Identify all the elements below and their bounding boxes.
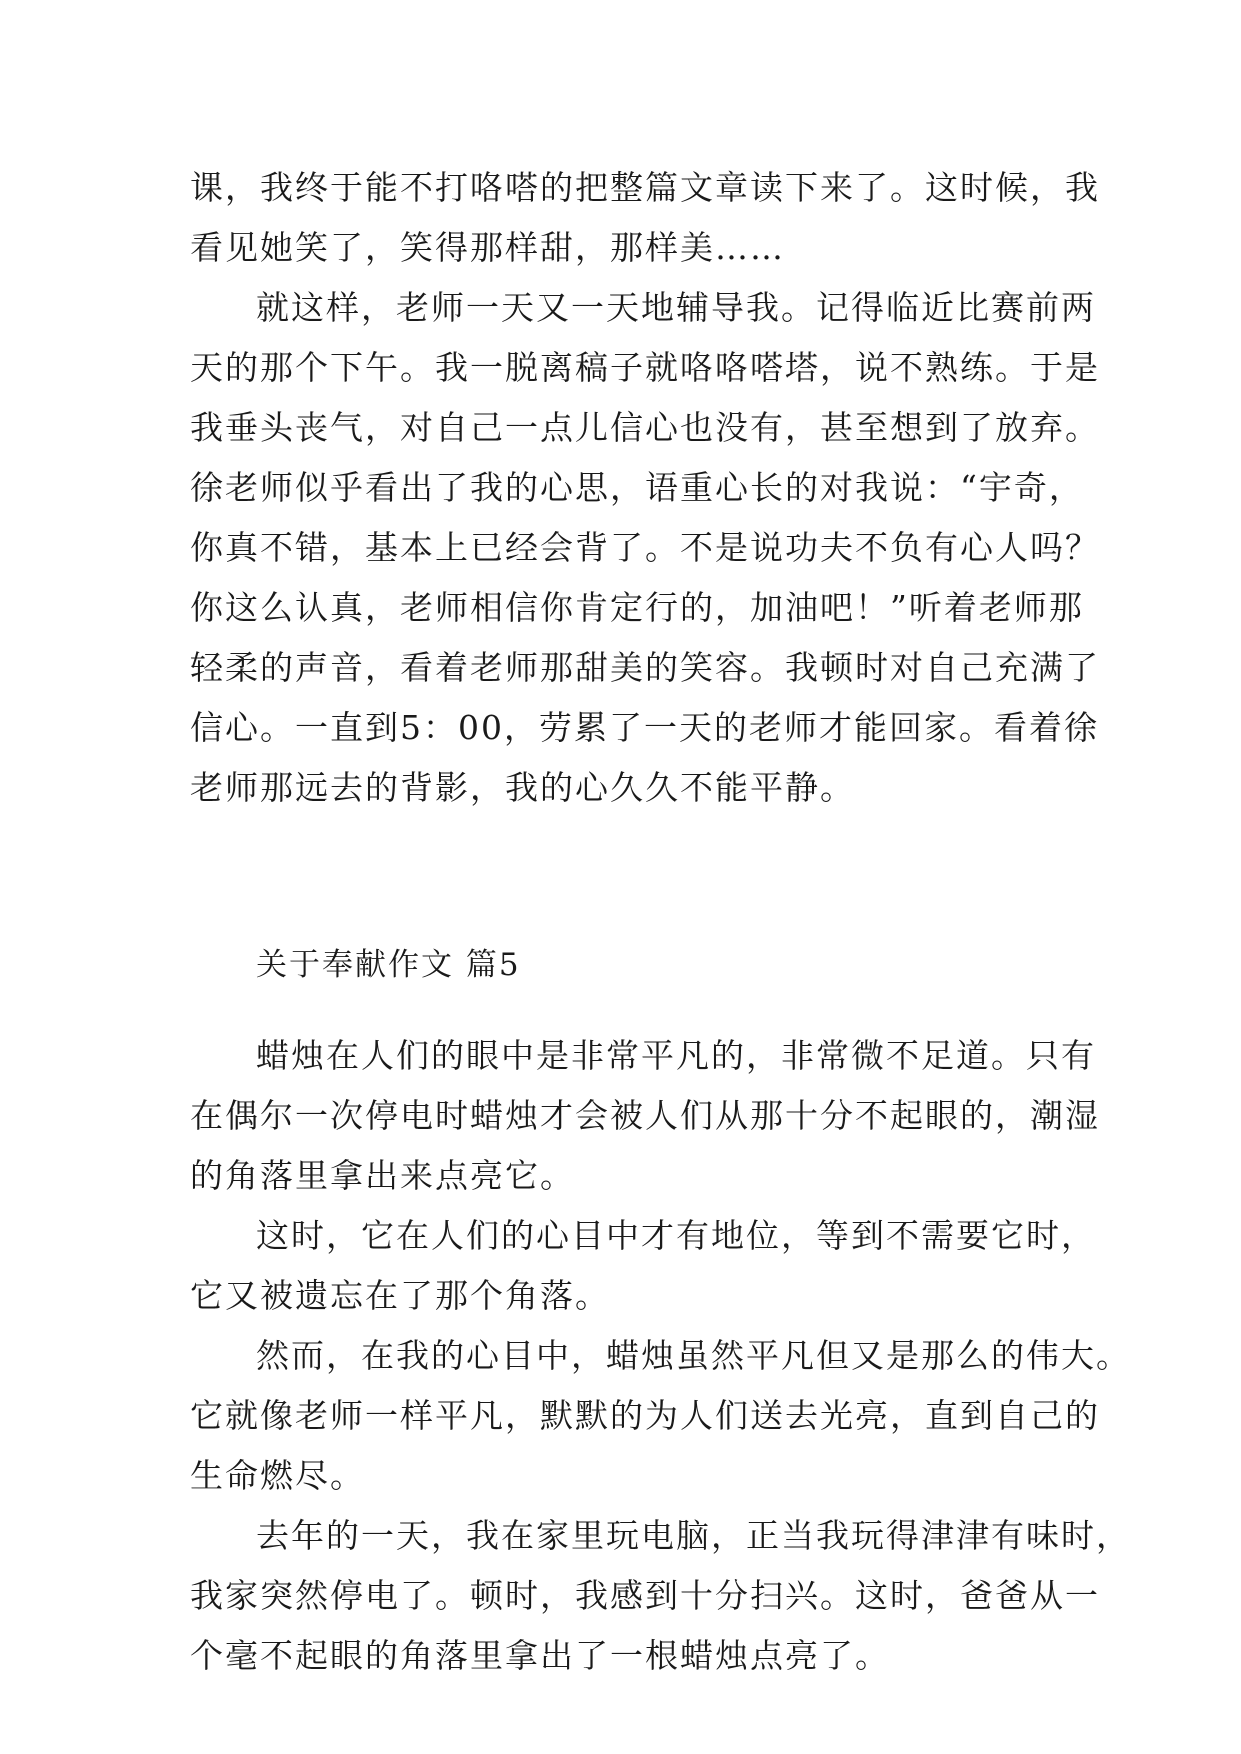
section-heading: 关于奉献作文 篇5 <box>256 947 521 983</box>
article-body <box>190 158 1131 1686</box>
paragraph-line: 个毫不起眼的角落里拿出了一根蜡烛点亮了。 <box>190 1636 890 1675</box>
paragraph-line: 我垂头丧气，对自己一点儿信心也没有，甚至想到了放弃。 <box>190 408 1100 447</box>
paragraph-line: 徐老师似乎看出了我的心思，语重心长的对我说：“宇奇， <box>190 468 1084 507</box>
paragraph-line: 看见她笑了，笑得那样甜，那样美…… <box>190 228 785 267</box>
paragraph-line: 轻柔的声音，看着老师那甜美的笑容。我顿时对自己充满了 <box>190 648 1100 687</box>
paragraph-line: 老师那远去的背影，我的心久久不能平静。 <box>190 768 855 807</box>
paragraph-line: 在偶尔一次停电时蜡烛才会被人们从那十分不起眼的，潮湿 <box>190 1096 1100 1135</box>
paragraph-line: 然而，在我的心目中，蜡烛虽然平凡但又是那么的伟大。 <box>256 1336 1131 1375</box>
paragraph-line: 课，我终于能不打咯嗒的把整篇文章读下来了。这时候，我 <box>190 168 1100 207</box>
paragraph-line: 就这样，老师一天又一天地辅导我。记得临近比赛前两 <box>256 288 1096 327</box>
paragraph-line: 蜡烛在人们的眼中是非常平凡的，非常微不足道。只有 <box>256 1036 1096 1075</box>
paragraph-line: 这时，它在人们的心目中才有地位，等到不需要它时， <box>256 1216 1096 1255</box>
paragraph-line: 我家突然停电了。顿时，我感到十分扫兴。这时，爸爸从一 <box>190 1576 1100 1615</box>
paragraph-line: 你这么认真，老师相信你肯定行的，加油吧！”听着老师那 <box>190 588 1084 627</box>
paragraph-line: 它又被遗忘在了那个角落。 <box>190 1276 610 1315</box>
paragraph-line: 你真不错，基本上已经会背了。不是说功夫不负有心人吗？ <box>190 528 1100 567</box>
paragraph-line: 它就像老师一样平凡，默默的为人们送去光亮，直到自己的 <box>190 1396 1100 1435</box>
paragraph-line: 天的那个下午。我一脱离稿子就咯咯嗒塔，说不熟练。于是 <box>190 348 1100 387</box>
paragraph-line: 生命燃尽。 <box>190 1456 365 1495</box>
paragraph-line: 去年的一天，我在家里玩电脑，正当我玩得津津有味时， <box>256 1516 1131 1555</box>
paragraph-line: 的角落里拿出来点亮它。 <box>190 1156 575 1195</box>
section-gap <box>190 818 1070 904</box>
paragraph-line: 信心。一直到5：00，劳累了一天的老师才能回家。看着徐 <box>190 708 1099 747</box>
